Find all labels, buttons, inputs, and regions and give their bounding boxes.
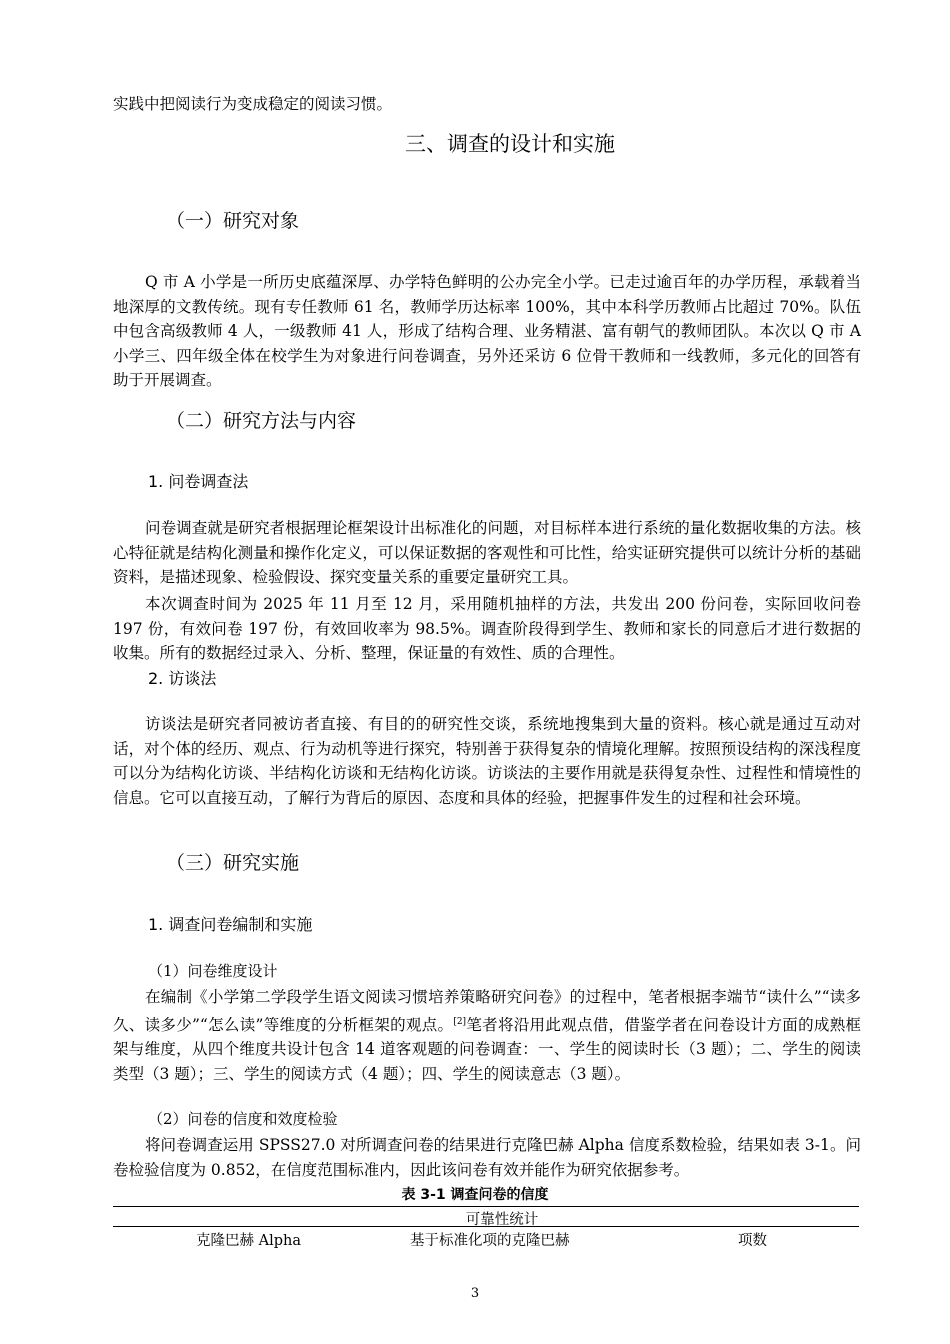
step1-paragraph1-text-a: 在编制《小学第二学段学生语文阅读习惯培养策略研究问卷》的过程中，笔者根据李端节“读什么”“读多久、读多少”“怎么读”等维度的分析框架的观点。 <box>113 988 861 1034</box>
section1-body: Q 市 A 小学是一所历史底蕴深厚、办学特色鲜明的公办完全小学。已走过逾百年的办学历程，承载着当地深厚的文教传统。现有专任教师 61 名，教师学历达标率 100%，其中本科学历教师占比超过 70%。队伍中包含高级教师 4 人，一级教师 41 人，形成了结构合理、业务精湛、富有朝气的教师团队。本次以 Q 市 A 小学三、四年级全体在校学生为对象进行问卷调查，另外还采访 6 位骨干教师和一线教师，多元化的回答有助于开展调查。 <box>113 273 861 389</box>
section3-heading: （三）研究实施 <box>166 852 300 874</box>
page-number: 3 <box>470 1286 480 1301</box>
citation-ref[interactable]: [2] <box>453 1016 467 1027</box>
table-col-items: 项数 <box>738 1233 767 1249</box>
method1-title: 1. 问卷调查法 <box>148 472 249 491</box>
step1-title: 1. 调查问卷编制和实施 <box>148 915 313 934</box>
step1-subheading1: （1）问卷维度设计 <box>148 962 278 980</box>
section2-heading: （二）研究方法与内容 <box>166 410 357 432</box>
method1-paragraph2: 本次调查时间为 2025 年 11 月至 12 月，采用随机抽样的方法，共发出 200 份问卷，实际回收问卷 197 份，有效问卷 197 份，有效回收率为 98.5%。调查阶段得到学生、教师和家长的同意后才进行数据的收集。所有的数据经过录入、分析、整理，保证量的有效性、质的合理性。 <box>113 595 861 662</box>
step1-subheading2: （2）问卷的信度和效度检验 <box>148 1110 338 1128</box>
step1-paragraph2: 将问卷调查运用 SPSS27.0 对所调查问卷的结果进行克隆巴赫 Alpha 信度系数检验，结果如表 3-1。问卷检验信度为 0.852，在信度范围标准内，因此该问卷有效并能作为研究依据参考。 <box>113 1136 861 1179</box>
table-group-header: 可靠性统计 <box>465 1212 539 1228</box>
intro-tail-paragraph: 实践中把阅读行为变成稳定的阅读习惯。 <box>113 95 393 113</box>
table-col-alpha: 克隆巴赫 Alpha <box>196 1233 301 1249</box>
step1-paragraph1 <box>113 985 861 1086</box>
table-header-rule <box>113 1226 859 1227</box>
section1-heading: （一）研究对象 <box>166 210 300 232</box>
table-top-rule <box>113 1206 859 1207</box>
step1-paragraph1-text-b: 笔者将沿用此观点借，借鉴学者在问卷设计方面的成熟框架与维度，从四个维度共设计包含 14 道客观题的问卷调查：一、学生的阅读时长（3 题）；二、学生的阅读类型（3 题）；三、学生的阅读方式（4 题）；四、学生的阅读意志（3 题）。 <box>113 1015 861 1083</box>
table-col-standardized: 基于标准化项的克隆巴赫 <box>410 1233 570 1249</box>
table-caption: 表 3-1 调查问卷的信度 <box>401 1187 549 1203</box>
method1-paragraph1: 问卷调查就是研究者根据理论框架设计出标准化的问题，对目标样本进行系统的量化数据收集的方法。核心特征就是结构化测量和操作化定义，可以保证数据的客观性和可比性，给实证研究提供可以统计分析的基础资料，是描述现象、检验假设、探究变量关系的重要定量研究工具。 <box>113 519 861 586</box>
method2-paragraph1: 访谈法是研究者同被访者直接、有目的的研究性交谈，系统地搜集到大量的资料。核心就是通过互动对话，对个体的经历、观点、行为动机等进行探究，特别善于获得复杂的情境化理解。按照预设结构的深浅程度可以分为结构化访谈、半结构化访谈和无结构化访谈。访谈法的主要作用就是获得复杂性、过程性和情境性的信息。它可以直接互动，了解行为背后的原因、态度和具体的经验，把握事件发生的过程和社会环境。 <box>113 715 861 807</box>
method2-title: 2. 访谈法 <box>148 669 217 688</box>
chapter-title: 三、调查的设计和实施 <box>405 132 615 156</box>
